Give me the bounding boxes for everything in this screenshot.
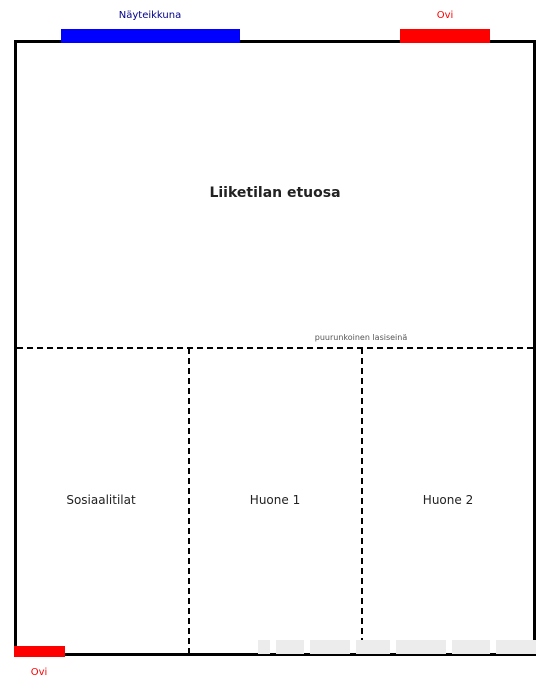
watermark-logo-icon — [258, 636, 538, 658]
glass-partition-wall — [17, 347, 533, 349]
room-divider-1 — [188, 348, 190, 654]
door-top-label: Ovi — [436, 10, 454, 21]
room-1-label: Huone 1 — [249, 493, 301, 507]
room-social-label: Sosiaalitilat — [66, 493, 136, 507]
door-bottom-label: Ovi — [30, 667, 48, 678]
display-window — [61, 29, 240, 43]
door-bottom — [14, 646, 65, 657]
partition-note: puurunkoinen lasiseinä — [314, 333, 408, 342]
window-label: Näyteikkuna — [118, 10, 182, 21]
front-area-label: Liiketilan etuosa — [209, 185, 341, 201]
door-top — [400, 29, 490, 43]
room-divider-2 — [361, 348, 363, 654]
room-2-label: Huone 2 — [422, 493, 474, 507]
